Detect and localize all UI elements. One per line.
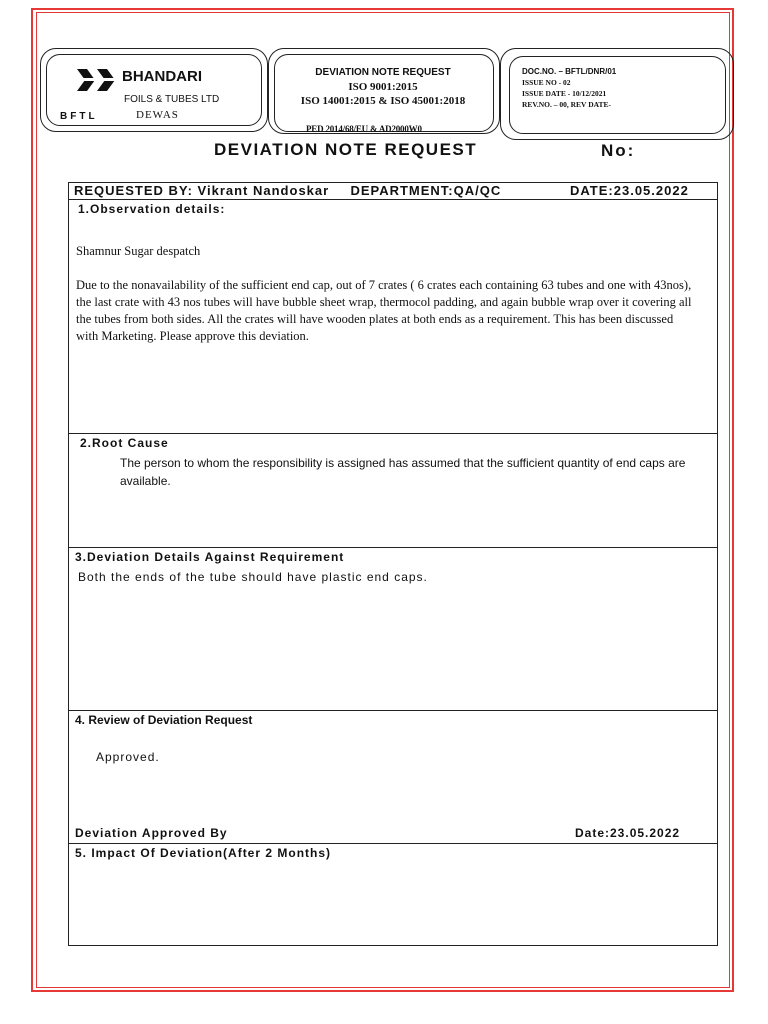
company-code: BFTL [60, 111, 98, 122]
document-title: DEVIATION NOTE REQUEST [214, 140, 478, 159]
observation-heading: 1.Observation details: [78, 202, 226, 216]
company-name: BHANDARI [122, 68, 202, 85]
revision-info: REV.NO. – 00, REV DATE- [522, 100, 611, 109]
company-city: DEWAS [136, 109, 179, 121]
row-divider [68, 547, 718, 548]
review-heading: 4. Review of Deviation Request [75, 713, 253, 727]
approved-by-label: Deviation Approved By [75, 826, 228, 840]
impact-heading: 5. Impact Of Deviation(After 2 Months) [75, 846, 332, 860]
deviation-details-heading: 3.Deviation Details Against Requirement [75, 550, 345, 564]
header-center-text [278, 66, 488, 108]
request-date: DATE:23.05.2022 [570, 183, 689, 198]
iso-standard-1: ISO 9001:2015 [348, 81, 418, 93]
company-subtitle: FOILS & TUBES LTD [124, 94, 220, 105]
issue-date: ISSUE DATE - 10/12/2021 [522, 89, 607, 98]
header-doc-info [522, 66, 616, 110]
company-logo-icon [75, 68, 119, 92]
doc-number: DOC.NO. – BFTL/DNR/01 [522, 67, 617, 76]
root-cause-heading: 2.Root Cause [80, 436, 169, 450]
requested-by: REQUESTED BY: Vikrant Nandoskar [74, 183, 330, 198]
root-cause-text: The person to whom the responsibility is assigned has assumed that the sufficient quantity of end caps are available. [120, 456, 686, 488]
form-title-small: DEVIATION NOTE REQUEST [315, 67, 451, 78]
document-number-label: No: [601, 141, 636, 160]
row-divider [68, 710, 718, 711]
review-decision: Approved. [96, 750, 160, 764]
deviation-details-text: Both the ends of the tube should have plastic end caps. [78, 570, 428, 584]
observation-paragraph: Due to the nonavailability of the sufficient end cap, out of 7 crates ( 6 crates each containing 63 tubes and one with 43nos), the last crate with 43 nos tubes will have bubble sheet wrap, thermocol padding, and again bubble wrap over it covering all the tubes from both sides. All the crates will have wooden plates at both ends as a requirement. This has been discussed with Marketing. Please approve this deviation. [76, 278, 692, 343]
row-divider [68, 843, 718, 844]
row-divider [68, 433, 718, 434]
issue-number: ISSUE NO - 02 [522, 78, 571, 87]
approval-date: Date:23.05.2022 [575, 826, 681, 840]
iso-standard-2: ISO 14001:2015 & ISO 45001:2018 [300, 95, 466, 107]
observation-subject: Shamnur Sugar despatch [76, 244, 201, 258]
row-divider [68, 199, 718, 200]
department: DEPARTMENT:QA/QC [350, 183, 502, 198]
ped-standard: PED 2014/68/EU & AD2000W0 [306, 124, 422, 134]
